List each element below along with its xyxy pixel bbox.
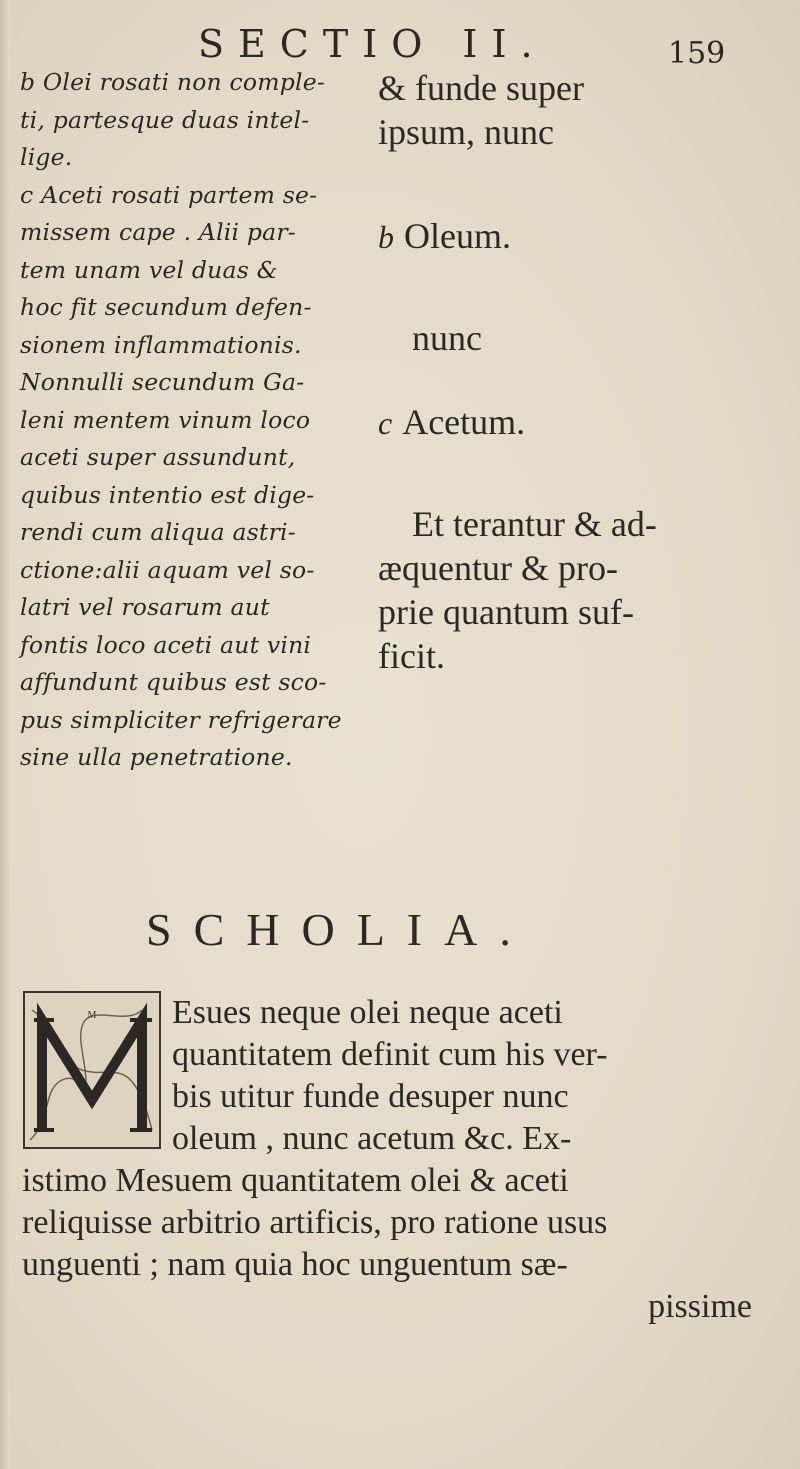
note-line: fontis loco aceti aut vini [20,630,312,659]
scholia-line: oleum , nunc acetum &c. Ex- [172,1120,572,1157]
note-line: quibus intentio est dige- [20,480,315,509]
scholia-line: unguenti ; nam quia hoc unguentum sæ- [22,1246,568,1283]
scholia-text [22,992,752,1328]
note-line: sine ulla penetratione. [20,743,293,771]
note-line: ti, partesque duas intel- [20,105,310,134]
note-line: hoc fit secundum defen- [20,293,312,321]
acetum-entry [378,400,525,445]
marginal-notes [20,64,375,777]
note-line: lige. [20,143,73,171]
acetum-word: Acetum. [402,402,526,442]
section-title: SECTIO II. [198,22,547,66]
main-line: ficit. [378,636,445,676]
note-line: pus simpliciter refrigerare [20,705,342,734]
page-number: 159 [668,36,726,71]
dropcap-letter: M [87,1010,97,1021]
main-paragraph-1 [378,66,788,154]
note-line: aceti super assundunt, [20,443,296,471]
main-line: & funde super [378,68,584,108]
scholia-line: bis utitur funde desuper nunc [172,1078,569,1115]
note-line: leni mentem vinum loco [20,405,311,434]
note-line: c Aceti rosati partem se- [20,180,318,209]
main-line: ipsum, nunc [378,112,554,152]
note-line: tem unam vel duas & [20,255,278,284]
note-line: Nonnulli secundum Ga- [20,368,305,396]
scholia-line: reliquisse arbitrio artificis, pro ratione usus [22,1204,608,1241]
note-line: b Olei rosati non comple- [20,68,325,96]
running-head [0,14,800,71]
main-paragraph-2 [378,502,788,678]
note-line: sionem inflammationis. [20,330,302,359]
scholia-line: istimo Mesuem quantitatem olei & aceti [22,1162,569,1199]
scholia-line: quantitatem definit cum his ver- [172,1036,608,1073]
marker-c: c [378,405,393,441]
page-gutter [0,0,10,1469]
marker-b: b [378,219,394,255]
main-line: æquentur & pro- [378,548,618,588]
main-line: Et terantur & ad- [412,504,657,544]
note-line: ctione:alii aquam vel so- [20,555,315,584]
note-line: missem cape . Alii par- [20,218,296,246]
nunc-word: nunc [412,318,482,358]
oleum-word: Oleum. [404,216,511,256]
scholia-line: Esues neque olei neque aceti [172,994,563,1031]
note-line: rendi cum aliqua astri- [20,518,296,546]
scholia-line: pissime [648,1288,752,1325]
note-line: latri vel rosarum aut [20,593,270,621]
oleum-entry [378,214,511,259]
note-line: affundunt quibus est sco- [20,668,327,696]
scholia-heading: SCHOLIA. [146,904,533,955]
main-line: prie quantum suf- [378,592,634,632]
